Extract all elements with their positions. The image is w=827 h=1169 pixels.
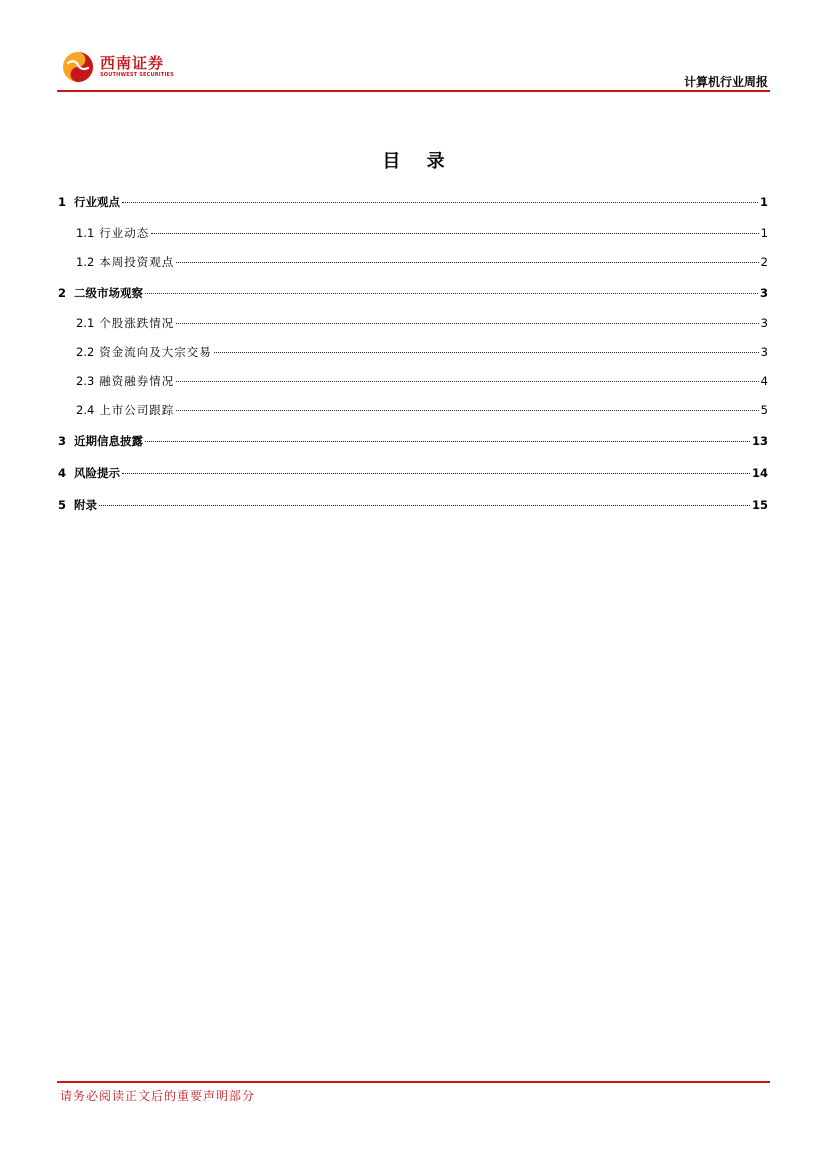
toc-entry-title: 资金流向及大宗交易	[99, 345, 212, 359]
toc-entry-page: 3	[760, 345, 768, 359]
toc-entry-title: 融资融券情况	[99, 374, 175, 388]
toc-entry-number: 2.4	[76, 403, 95, 417]
footer-divider	[57, 1081, 770, 1083]
toc-title: 目 录	[382, 151, 455, 172]
toc-dot-leader	[176, 323, 758, 324]
toc-dot-leader	[176, 262, 758, 263]
toc-dot-leader	[99, 505, 750, 506]
logo-chinese-name: 西南证券	[100, 54, 165, 72]
toc-entry-page: 3	[760, 316, 768, 330]
toc-entry-title: 行业动态	[99, 226, 150, 240]
toc-entry-page: 15	[751, 498, 768, 512]
toc-entry-title: 附录	[74, 498, 98, 512]
toc-entry[interactable]	[58, 285, 768, 305]
toc-dot-leader	[214, 352, 759, 353]
toc-entry-page: 4	[760, 374, 768, 388]
toc-entry-number: 2.1	[76, 316, 95, 330]
toc-entry-title: 二级市场观察	[74, 286, 144, 300]
toc-entry-page: 3	[759, 286, 768, 300]
toc-dot-leader	[176, 410, 758, 411]
toc-entry-title: 个股涨跌情况	[99, 316, 175, 330]
toc-entry-number: 4	[58, 466, 67, 480]
toc-dot-leader	[122, 202, 758, 203]
toc-entry-page: 13	[751, 434, 768, 448]
toc-entry[interactable]	[58, 315, 768, 335]
toc-entry[interactable]	[58, 402, 768, 422]
toc-entry[interactable]	[58, 373, 768, 393]
company-logo	[62, 50, 212, 84]
toc-dot-leader	[151, 233, 758, 234]
toc-entry-number: 3	[58, 434, 67, 448]
toc-entry-page: 14	[751, 466, 768, 480]
toc-entry-number: 1.1	[76, 226, 95, 240]
page-header	[57, 44, 770, 92]
toc-dot-leader	[145, 293, 758, 294]
toc-entry-title: 上市公司跟踪	[99, 403, 175, 417]
toc-entry[interactable]	[58, 465, 768, 485]
disclaimer-note: 请务必阅读正文后的重要声明部分	[60, 1089, 256, 1103]
toc-entry-number: 2	[58, 286, 67, 300]
toc-entry-number: 5	[58, 498, 67, 512]
toc-dot-leader	[145, 441, 750, 442]
toc-entry[interactable]	[58, 225, 768, 245]
toc-entry-number: 2.2	[76, 345, 95, 359]
toc-entry-page: 2	[760, 255, 768, 269]
toc-entry-number: 2.3	[76, 374, 95, 388]
toc-entry[interactable]	[58, 344, 768, 364]
toc-entry[interactable]	[58, 433, 768, 453]
toc-entry[interactable]	[58, 194, 768, 214]
company-logo-icon	[62, 51, 94, 83]
toc-entry-page: 1	[760, 226, 768, 240]
toc-entry-page: 5	[760, 403, 768, 417]
toc-dot-leader	[122, 473, 750, 474]
toc-entry-title: 风险提示	[74, 466, 121, 480]
toc-entry-number: 1	[58, 195, 67, 209]
toc-entry-page: 1	[759, 195, 768, 209]
toc-entry-title: 近期信息披露	[74, 434, 144, 448]
report-type-label: 计算机行业周报	[683, 75, 768, 89]
toc-dot-leader	[176, 381, 758, 382]
toc-entry[interactable]	[58, 497, 768, 517]
toc-entry-title: 本周投资观点	[99, 255, 175, 269]
toc-entry-number: 1.2	[76, 255, 95, 269]
toc-entry-title: 行业观点	[74, 195, 121, 209]
toc-entry[interactable]	[58, 254, 768, 274]
logo-english-name: SOUTHWEST SECURITIES	[100, 72, 174, 78]
header-divider	[57, 90, 770, 92]
